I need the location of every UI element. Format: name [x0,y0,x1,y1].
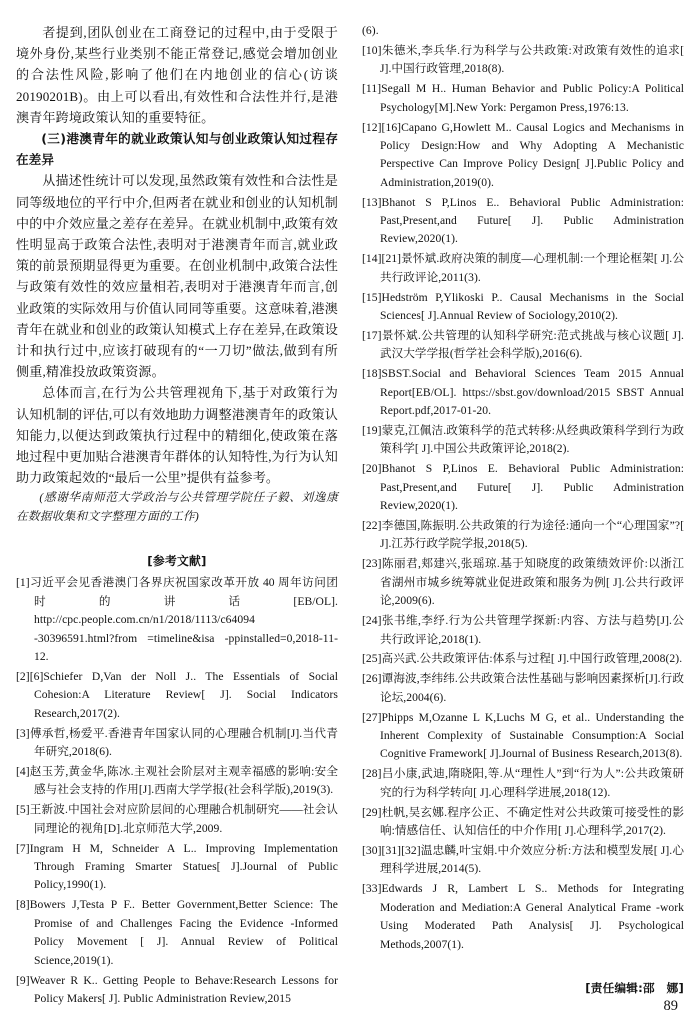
body-paragraph: 从描述性统计可以发现,虽然政策有效性和合法性是同等级地位的平行中介,但两者在就业和创业的认知机制中的中介效应量之差存在差异。在就业机制中,政策有效性明显高于政策合法性,表明对于港澳青年而言,就业政策的前景预期显得更为重要。在创业机制中,政策合法性与政策有效性的效应量相若,表明对于港澳青年而言,创业政策的实际效用与价值认同同等重要。这意味着,港澳青年在就业和创业的政策认知模式上存在差异,在政策设计和执行过中,应该打破现有的“一刀切”做法,做到有所侧重,精准投放政策资源。 [16,173,338,380]
reference-item: [5]王新波.中国社会对应阶层间的心理融合机制研究——社会认同理论的视角[D].北京师范大学,2009. [16,803,338,835]
acknowledgment-note: (感谢华南师范大学政治与公共管理学院任子毅、刘逸康在数据收集和文字整理方面的工作) [16,491,338,524]
reference-item: [18]SBST.Social and Behavioral Sciences Team 2015 Annual Report[EB/OL]. https://sbst.gov/download/2015 SBST Annual Report.pdf,2017-01-20. [362,367,684,418]
reference-item: [7]Ingram H M, Schneider A L.. Improving Implementation Through Framing Smarter Statues[ J].Journal of Public Policy,1990(1). [16,841,338,892]
reference-item: [26]谭海波,李纬纬.公共政策合法性基础与影响因素探析[J].行政论坛,2004(6). [362,672,684,704]
page-number: 89 [663,997,678,1014]
reference-item: [33]Edwards J R, Lambert L S.. Methods for Integrating Moderation and Mediation:A General Analytical Frame -work Using Moderated Path Analysis[ J]. Psychological Methods,2007(1). [362,882,684,951]
body-paragraph: 总体而言,在行为公共管理视角下,基于对政策行为认知机制的评估,可以有效地助力调整港澳青年的政策认知能力,以便达到政策执行过程中的精细化,使政策在落地过程中更加贴合港澳青年群体的认知特性,为行为认知助力政策起效的“最后一公里”提供有益参考。 [16,385,338,486]
reference-item: [24]张书维,李纾.行为公共管理学探新:内容、方法与趋势[J].公共行政评论,2018(1). [362,614,684,646]
reference-item: [20]Bhanot S P,Linos E. Behavioral Public Administration: Past,Present,and Future[ J]. Public Administration Review,2020(1). [362,462,684,513]
reference-item-continuation: (6). [362,24,379,37]
responsible-editor: [责任编辑:邵 娜] [585,980,684,995]
reference-item: [8]Bowers J,Testa P F.. Better Government,Better Science: The Promise of and Challenges Facing the Evidence -Informed Policy Movement [ J]. Annual Review of Political Science,2019(1). [16,898,338,967]
reference-item: [27]Phipps M,Ozanne L K,Luchs M G, et al.. Understanding the Inherent Complexity of Sustainable Consumption:A Social Cognitive Framework[ J].Journal of Business Research,2013(8). [362,710,684,761]
reference-item: [19]蒙克,江佩洁.政策科学的范式转移:从经典政策科学到行为政策科学[ J].中国公共政策评论,2018(2). [362,424,684,456]
left-column [16,22,338,1010]
reference-item: [9]Weaver R K.. Getting People to Behave:Research Lessons for Policy Makers[ J]. Public Administration Review,2015 [16,973,338,1005]
body-paragraph: 者提到,团队创业在工商登记的过程中,由于受限于境外身份,某些行业类别不能正常登记,感觉会增加创业的合法性风险,影响了他们在内地创业的信心(访谈 20190201B)。由上可以看出,有效性和合法性并行,是港澳青年跨境政策认知的重要特征。 [16,25,338,125]
reference-item: [2][6]Schiefer D,Van der Noll J.. The Essentials of Social Cohesion:A Literature Review[ J]. Social Indicators Research,2017(2). [16,670,338,720]
section-heading: (三)港澳青年的就业政策认知与创业政策认知过程存在差异 [16,131,338,168]
references-list-right [362,22,684,954]
reference-item: [14][21]景怀斌.政府决策的制度—心理机制:一个理论框架[ J].公共行政评论,2011(3). [362,252,684,284]
reference-item: [29]杜帆,吴玄娜.程序公正、不确定性对公共政策可接受性的影响:情感信任、认知信任的中介作用[ J].心理科学,2017(2). [362,805,684,838]
reference-item: [11]Segall M H.. Human Behavior and Public Policy:A Political Psychology[M].New York: Pergamon Press,1976:13. [362,82,684,114]
reference-item: [28]吕小康,武迪,隋晓阳,等.从“理性人”到“行为人”:公共政策研究的行为科学转向[ J].心理科学进展,2018(12). [362,767,684,799]
reference-item: [12][16]Capano G,Howlett M.. Causal Logics and Mechanisms in Policy Design:How and Why Adopting A Mechanistic Perspective Can Improve Policy Design[ J].Public Policy and Administration,2019(0). [362,120,684,189]
reference-item: [17]景怀斌.公共管理的认知科学研究:范式挑战与核心议题[ J].武汉大学学报(哲学社会科学版),2016(6). [362,329,684,361]
references-list-left [16,574,338,1008]
reference-item: [30][31][32]温忠麟,叶宝娟.中介效应分析:方法和模型发展[ J].心理科学进展,2014(5). [362,843,684,876]
two-column-layout [16,22,684,1014]
reference-item: [22]李德国,陈振明.公共政策的行为途径:通向一个“心理国家”?[ J].江苏行政学院学报,2018(5). [362,519,684,551]
reference-item: [10]朱德米,李兵华.行为科学与公共政策:对政策有效性的追求[ J].中国行政管理,2018(8). [362,43,684,76]
reference-item: [23]陈丽君,郏建兴,张瑶琼.基于知晓度的政策绩效评价:以浙江省湖州市城乡统筹就业促进政策和服务为例[ J].公共行政评论,2009(6). [362,557,684,608]
reference-item: [15]Hedström P,Ylikoski P.. Causal Mechanisms in the Social Sciences[ J].Annual Review of Sociology,2010(2). [362,290,684,323]
reference-item: [3]傅承哲,杨爱平.香港青年国家认同的心理融合机制[J].当代青年研究,2018(6). [16,726,338,759]
reference-item: [1]习近平会见香港澳门各界庆祝国家改革开放 40 周年访问团时的讲话[EB/OL]. http://cpc.people.com.cn/n1/2018/1113/c64094 -30396591.html?from =timeline&isa -ppinstalled=0,2018-11-12. [16,576,338,664]
reference-item: [13]Bhanot S P,Linos E.. Behavioral Public Administration: Past,Present,and Future[ J]. Public Administration Review,2020(1). [362,195,684,246]
page-footer [362,980,684,1015]
reference-item: [4]赵玉芳,黄金华,陈冰.主观社会阶层对主观幸福感的影响:安全感与社会支持的作用[J].西南大学学报(社会科学版),2019(3). [16,765,338,797]
right-column [362,22,684,1015]
reference-item: [25]高兴武.公共政策评估:体系与过程[ J].中国行政管理,2008(2). [362,652,683,666]
references-heading: [参考文献] [147,554,207,569]
